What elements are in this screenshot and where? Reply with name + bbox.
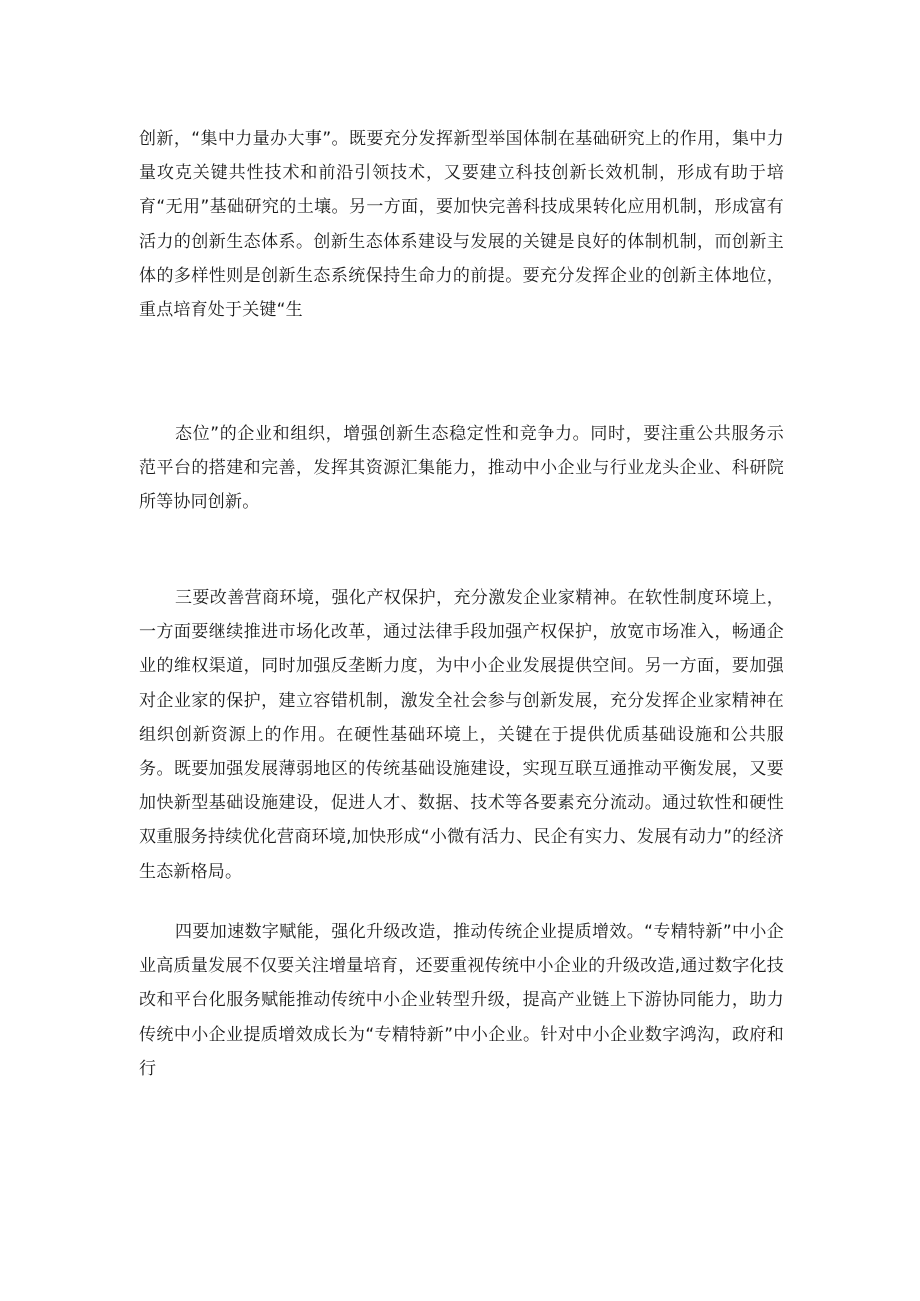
paragraph-1: 创新，“集中力量办大事”。既要充分发挥新型举国体制在基础研究上的作用，集中力量攻克关键共性技术和前沿引领技术，又要建立科技创新长效机制，形成有助于培育“无用”基础研究的土壤。另一方面，要加快完善科技成果转化应用机制，形成富有活力的创新生态体系。创新生态体系建设与发展的关键是良好的体制机制，而创新主体的多样性则是创新生态系统保持生命力的前提。要充分发挥企业的创新主体地位，重点培育处于关键“生 [139, 129, 784, 321]
paragraph-2: 态位”的企业和组织，增强创新生态稳定性和竞争力。同时，要注重公共服务示范平台的搭建和完善，发挥其资源汇集能力，推动中小企业与行业龙头企业、科研院所等协同创新。 [139, 424, 784, 513]
paragraph-3: 三要改善营商环境，强化产权保护，充分激发企业家精神。在软性制度环境上，一方面要继续推进市场化改革，通过法律手段加强产权保护，放宽市场准入，畅通企业的维权渠道，同时加强反垄断力度，为中小企业发展提供空间。另一方面，要加强对企业家的保护，建立容错机制，激发全社会参与创新发展，充分发挥企业家精神在组织创新资源上的作用。在硬性基础环境上，关键在于提供优质基础设施和公共服务。既要加强发展薄弱地区的传统基础设施建设，实现互联互通推动平衡发展，又要加快新型基础设施建设，促进人才、数据、技术等各要素充分流动。通过软性和硬性双重服务持续优化营商环境,加快形成“小微有活力、民企有实力、发展有动力”的经济生态新格局。 [139, 588, 784, 882]
paragraph-4: 四要加速数字赋能，强化升级改造，推动传统企业提质增效。“专精特新”中小企业高质量发展不仅要关注增量培育，还要重视传统中小企业的升级改造,通过数字化技改和平台化服务赋能推动传统中小企业转型升级，提高产业链上下游协同能力，助力传统中小企业提质增效成长为“专精特新”中小企业。针对中小企业数字鸿沟，政府和行 [139, 922, 784, 1079]
